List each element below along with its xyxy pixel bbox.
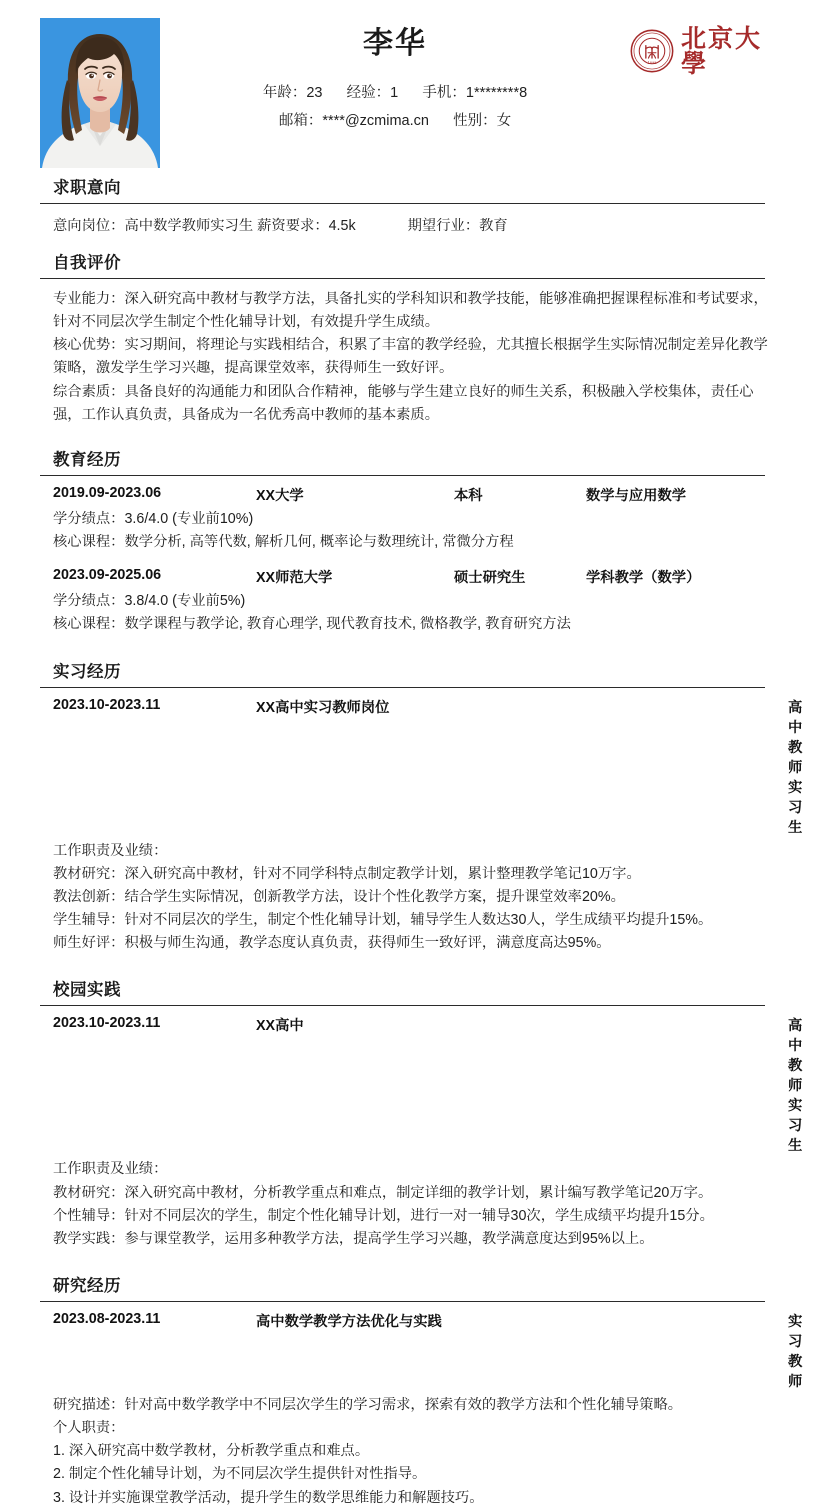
profile-photo-image — [40, 18, 160, 168]
self-evaluation-paragraph: 综合素质：具备良好的沟通能力和团队合作精神，能够与学生建立良好的师生关系，积极融入学校集体，责任心强，工作认真负责，具备成为一名优秀高中教师的基本素质。 — [53, 383, 754, 423]
header-identity — [160, 0, 630, 135]
education-date: 2019.09-2023.06 — [53, 484, 162, 501]
internship-org: XX高中实习教师岗位 — [256, 699, 390, 716]
internship-line: 工作职责及业绩： — [53, 842, 168, 859]
peking-university-seal-icon — [630, 29, 674, 73]
campus-practice-line: 教材研究：深入研究高中教材，分析教学重点和难点，制定详细的教学计划，累计编写教学笔记20万字。 — [53, 1184, 713, 1201]
research-line: 研究描述：针对高中数学教学中不同层次学生的学习需求，探索有效的教学方法和个性化辅导策略。 — [53, 1396, 683, 1413]
research-entry — [40, 1310, 803, 1510]
job-intent-row — [40, 213, 780, 243]
campus-practice-org: XX高中 — [256, 1018, 304, 1035]
education-entry — [40, 567, 780, 636]
internship-role: 高中教师实习生 — [788, 699, 803, 836]
section-divider — [40, 475, 765, 476]
section-title-job-intent: 求职意向 — [53, 179, 121, 197]
education-major: 学科教学（数学） — [586, 570, 701, 587]
education-school: XX师范大学 — [256, 570, 333, 587]
education-degree: 本科 — [454, 487, 483, 504]
education-school: XX大学 — [256, 487, 304, 504]
campus-practice-entry — [40, 1015, 803, 1251]
campus-practice-date: 2023.10-2023.11 — [53, 1015, 161, 1032]
research-role: 实习教师 — [788, 1313, 803, 1390]
research-line: 2. 制定个性化辅导计划，为不同层次学生提供针对性指导。 — [53, 1466, 427, 1483]
campus-practice-line: 工作职责及业绩： — [53, 1161, 168, 1178]
education-gpa: 学分绩点：3.8/4.0 (专业前5%) — [53, 593, 246, 610]
svg-text:1898: 1898 — [647, 61, 657, 66]
section-title-internship: 实习经历 — [53, 662, 121, 681]
research-line: 个人职责： — [53, 1420, 125, 1437]
section-title-research: 研究经历 — [53, 1276, 121, 1295]
education-major: 数学与应用数学 — [586, 487, 687, 504]
section-divider — [40, 278, 765, 279]
self-evaluation-body — [40, 288, 780, 427]
section-divider — [40, 1005, 765, 1006]
education-degree: 硕士研究生 — [454, 570, 526, 587]
self-evaluation-paragraph: 专业能力：深入研究高中教材与教学方法，具备扎实的学科知识和教学技能，能够准确把握课程标准和考试要求，针对不同层次学生制定个性化辅导计划，有效提升学生成绩。 — [53, 291, 768, 331]
section-title-campus-practice: 校园实践 — [53, 981, 121, 1000]
contact-line-2: 邮箱：****@zcmima.cn 性别：女 — [278, 112, 512, 129]
research-topic: 高中数学教学方法优化与实践 — [256, 1313, 442, 1330]
research-line: 1. 深入研究高中数学教材，分析教学重点和难点。 — [53, 1443, 370, 1460]
section-campus-practice — [40, 976, 803, 1266]
section-divider — [40, 203, 765, 204]
section-research — [40, 1272, 803, 1510]
campus-practice-line: 教学实践：参与课堂教学，运用多种教学方法，提高学生学习兴趣，教学满意度达到95%以上。 — [53, 1230, 654, 1247]
section-title-self-evaluation: 自我评价 — [53, 254, 121, 272]
resume-header — [40, 0, 780, 168]
section-internship — [40, 658, 803, 971]
section-self-evaluation — [40, 249, 780, 440]
campus-practice-role: 高中教师实习生 — [788, 1018, 803, 1155]
internship-line: 教材研究：深入研究高中教材，针对不同学科特点制定教学计划，累计整理教学笔记10万字。 — [53, 865, 641, 882]
education-date: 2023.09-2025.06 — [53, 567, 162, 584]
internship-date: 2023.10-2023.11 — [53, 696, 161, 713]
profile-photo — [40, 18, 160, 168]
education-gpa: 学分绩点：3.6/4.0 (专业前10%) — [53, 510, 254, 527]
university-logo — [630, 26, 780, 76]
candidate-name: 李华 — [363, 27, 427, 60]
job-intent-position: 意向岗位：高中数学教师实习生 薪资要求：4.5k — [53, 218, 356, 234]
section-divider — [40, 687, 765, 688]
education-entry-header — [40, 567, 780, 587]
section-job-intent — [40, 174, 780, 243]
internship-line: 师生好评：积极与师生沟通，教学态度认真负责，获得师生一致好评，满意度高达95%。 — [53, 935, 611, 952]
research-line: 3. 设计并实施课堂教学活动，提升学生的数学思维能力和解题技巧。 — [53, 1489, 484, 1506]
section-divider — [40, 1301, 765, 1302]
job-intent-industry: 期望行业：教育 — [407, 218, 508, 234]
campus-practice-line: 个性辅导：针对不同层次的学生，制定个性化辅导计划，进行一对一辅导30次，学生成绩平均提升15分。 — [53, 1207, 714, 1224]
education-entry-header — [40, 485, 780, 505]
research-entry-header — [40, 1310, 803, 1391]
section-education — [40, 446, 780, 652]
campus-practice-entry-header — [40, 1015, 803, 1155]
section-title-education: 教育经历 — [53, 450, 121, 469]
university-logo-text: 北京大學 — [681, 24, 763, 78]
internship-entry — [40, 696, 803, 956]
education-courses: 核心课程：数学课程与教学论, 教育心理学, 现代教育技术, 微格教学, 教育研究方法 — [53, 616, 571, 633]
education-courses: 核心课程：数学分析, 高等代数, 解析几何, 概率论与数理统计, 常微分方程 — [53, 534, 514, 551]
internship-line: 学生辅导：针对不同层次的学生，制定个性化辅导计划，辅导学生人数达30人，学生成绩平均提升15%。 — [53, 912, 713, 929]
internship-line: 教法创新：结合学生实际情况，创新教学方法，设计个性化教学方案，提升课堂效率20%。 — [53, 888, 625, 905]
internship-entry-header — [40, 696, 803, 837]
contact-line-1: 年龄：23 经验：1 手机：1********8 — [262, 85, 528, 101]
education-entry — [40, 485, 780, 554]
self-evaluation-paragraph: 核心优势：实习期间，将理论与实践相结合，积累了丰富的教学经验，尤其擅长根据学生实际情况制定差异化教学策略，激发学生学习兴趣，提高课堂效率，获得师生一致好评。 — [53, 337, 768, 377]
research-date: 2023.08-2023.11 — [53, 1310, 161, 1327]
